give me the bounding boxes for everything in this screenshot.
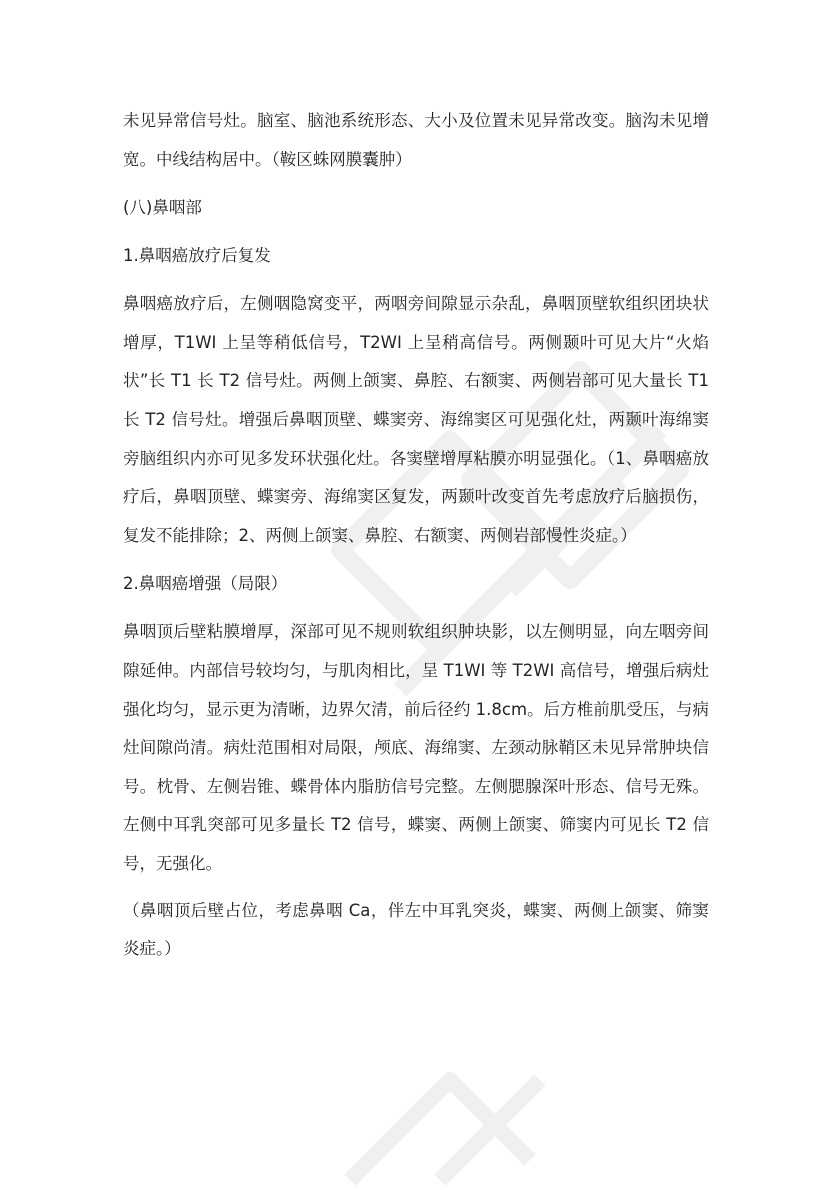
paragraph-recurrence: 鼻咽癌放疗后，左侧咽隐窝变平，两咽旁间隙显示杂乱，鼻咽顶壁软组织团块状增厚，T1WI 上呈等稍低信号，T2WI 上呈稍高信号。两侧颞叶可见大片“火焰状”长 T1 长 T2 信号灶。两侧上颌窦、鼻腔、右额窦、两侧岩部可见大量长 T1 长 T2 信号灶。增强后鼻咽顶壁、蝶窦旁、海绵窦区可见强化灶，两颞叶海绵窦旁脑组织内亦可见多发环状强化灶。各窦壁增厚粘膜亦明显强化。（1、鼻咽癌放疗后，鼻咽顶壁、蝶窦旁、海绵窦区复发，两颞叶改变首先考虑放疗后脑损伤，复发不能排除；2、两侧上颌窦、鼻腔、右额窦、两侧岩部慢性炎症。） <box>123 294 709 545</box>
subsection-heading-recurrence: 1.鼻咽癌放疗后复发 <box>123 246 271 266</box>
document-body <box>123 102 709 979</box>
subsection-heading-enhancement: 2.鼻咽癌增强（局限） <box>123 574 288 594</box>
paragraph-intro: 未见异常信号灶。脑室、脑池系统形态、大小及位置未见异常改变。脑沟未见增宽。中线结构居中。（鞍区蛛网膜囊肿） <box>123 111 709 169</box>
watermark-graphic-bottom <box>330 1010 590 1190</box>
paragraph-enhancement: 鼻咽顶后壁粘膜增厚，深部可见不规则软组织肿块影，以左侧明显，向左咽旁间隙延伸。内部信号较均匀，与肌肉相比，呈 T1WI 等 T2WI 高信号，增强后病灶强化均匀，显示更为清晰，边界欠清，前后径约 1.8cm。后方椎前肌受压，与病灶间隙尚清。病灶范围相对局限，颅底、海绵窦、左颈动脉鞘区未见异常肿块信号。枕骨、左侧岩锥、蝶骨体内脂肪信号完整。左侧腮腺深叶形态、信号无殊。左侧中耳乳突部可见多量长 T2 信号，蝶窦、两侧上颌窦、筛窦内可见长 T2 信号，无强化。 <box>123 622 709 873</box>
paragraph-conclusion: （鼻咽顶后壁占位，考虑鼻咽 Ca，伴左中耳乳突炎，蝶窦、两侧上颌窦、筛窦炎症。） <box>123 900 709 959</box>
section-heading-nasopharynx: (八)鼻咽部 <box>123 198 202 218</box>
